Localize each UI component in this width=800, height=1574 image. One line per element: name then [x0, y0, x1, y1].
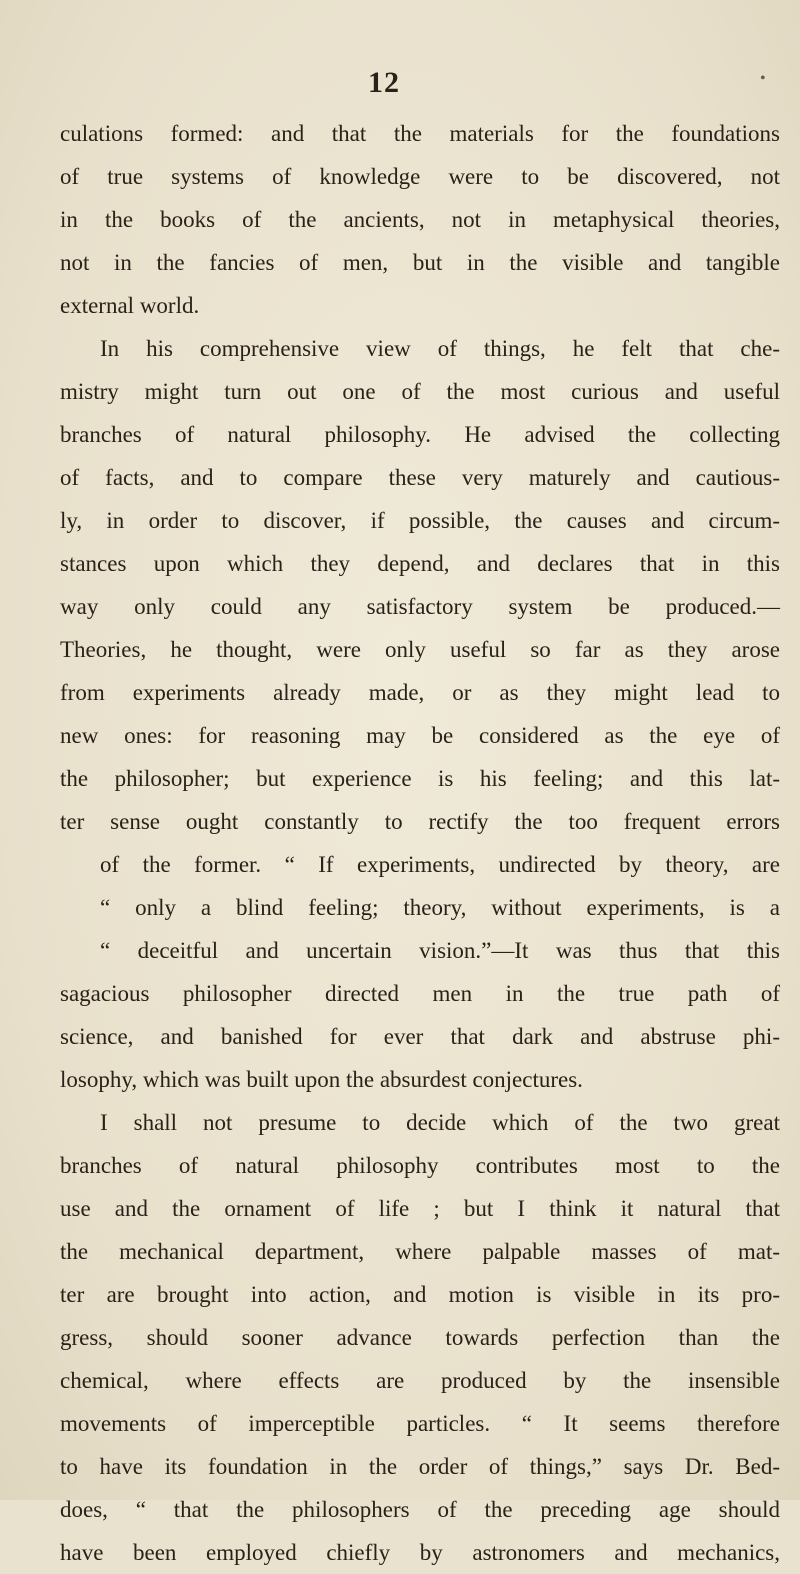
text-line: to have its foundation in the order of things,” says Dr. Bed-: [60, 1454, 780, 1479]
text-line: from experiments already made, or as they might lead to: [60, 680, 780, 705]
text-line: does, “ that the philosophers of the preceding age should: [60, 1497, 780, 1522]
text-line: ly, in order to discover, if possible, the causes and circum-: [60, 508, 780, 533]
text-line: the philosopher; but experience is his feeling; and this lat-: [60, 766, 780, 791]
text-line: in the books of the ancients, not in metaphysical theories,: [60, 207, 780, 232]
text-line: way only could any satisfactory system be produced.—: [60, 594, 780, 619]
body-text: [60, 112, 780, 1574]
text-line: chemical, where effects are produced by the insensible: [60, 1368, 780, 1393]
text-line: branches of natural philosophy contributes most to the: [60, 1153, 780, 1178]
text-line: the mechanical department, where palpable masses of mat-: [60, 1239, 780, 1264]
text-line: I shall not presume to decide which of the two great: [100, 1110, 780, 1135]
text-line: gress, should sooner advance towards perfection than the: [60, 1325, 780, 1350]
text-line: “ only a blind feeling; theory, without experiments, is a: [100, 895, 780, 920]
text-line: culations formed: and that the materials for the foundations: [60, 121, 780, 146]
text-line: of true systems of knowledge were to be discovered, not: [60, 164, 780, 189]
text-line: movements of imperceptible particles. “ It seems therefore: [60, 1411, 780, 1436]
text-line: mistry might turn out one of the most curious and useful: [60, 379, 780, 404]
text-line: not in the fancies of men, but in the visible and tangible: [60, 250, 780, 275]
text-line: of facts, and to compare these very maturely and cautious-: [60, 465, 780, 490]
text-line: In his comprehensive view of things, he felt that che-: [100, 336, 780, 361]
text-line: of the former. “ If experiments, undirected by theory, are: [100, 852, 780, 877]
margin-mark: •: [760, 70, 766, 87]
text-line: branches of natural philosophy. He advised the collecting: [60, 422, 780, 447]
text-line: losophy, which was built upon the absurdest conjectures.: [60, 1067, 583, 1092]
text-line: ter are brought into action, and motion is visible in its pro-: [60, 1282, 780, 1307]
text-line: sagacious philosopher directed men in the true path of: [60, 981, 780, 1006]
page-number: 12: [368, 66, 400, 99]
text-line: new ones: for reasoning may be considered as the eye of: [60, 723, 780, 748]
text-line: have been employed chiefly by astronomers and mechanics,: [60, 1540, 780, 1565]
text-line: science, and banished for ever that dark and abstruse phi-: [60, 1024, 780, 1049]
text-line: “ deceitful and uncertain vision.”—It was thus that this: [100, 938, 780, 963]
text-line: external world.: [60, 293, 200, 318]
text-line: Theories, he thought, were only useful so far as they arose: [60, 637, 780, 662]
text-line: use and the ornament of life ; but I think it natural that: [60, 1196, 780, 1221]
text-line: stances upon which they depend, and declares that in this: [60, 551, 780, 576]
text-line: ter sense ought constantly to rectify the too frequent errors: [60, 809, 780, 834]
